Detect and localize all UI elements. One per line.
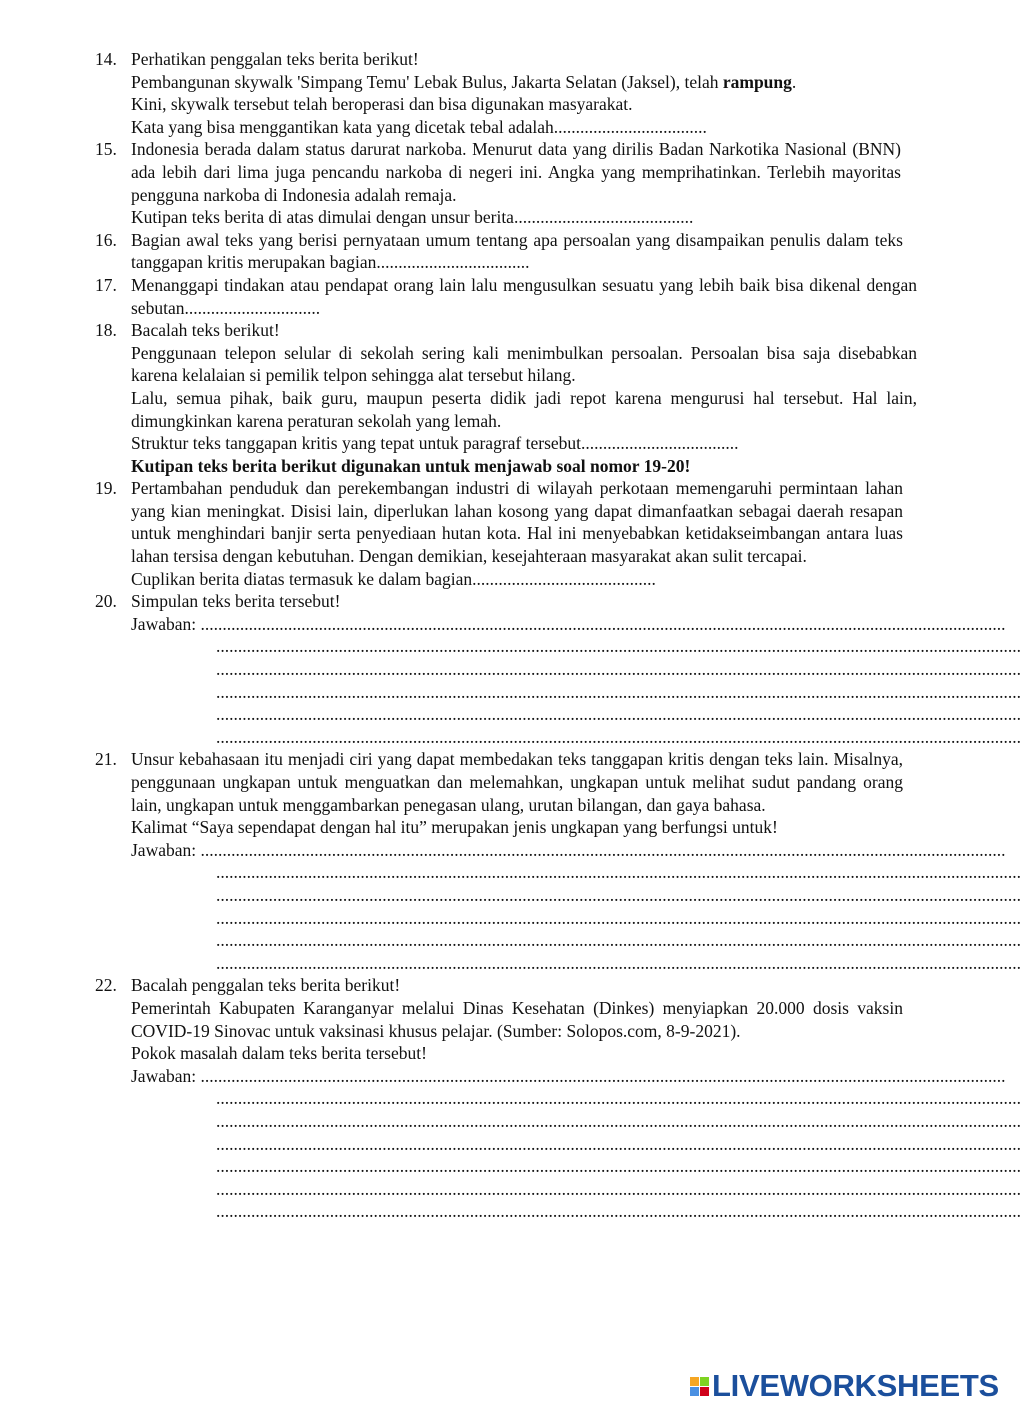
question-number: 19. <box>95 478 117 499</box>
question-text: Menanggapi tindakan atau pendapat orang lain lalu mengusulkan sesuatu yang lebih baik bisa dikenal dengan sebutan............................... <box>131 274 917 318</box>
answer-label: Jawaban: <box>131 1065 201 1086</box>
question-number: 18. <box>95 320 117 341</box>
section-note: Kutipan teks berita berikut digunakan untuk menjawab soal nomor 19-20! <box>131 455 691 476</box>
question-18 <box>95 319 917 455</box>
answer-line[interactable]: ........................................................................................................................................................................................ <box>216 681 1021 702</box>
news-excerpt-line: Kini, skywalk tersebut telah beroperasi dan bisa digunakan masyarakat. <box>131 94 633 115</box>
answer-line[interactable]: ........................................................................................................................................................................................ <box>216 726 1021 747</box>
logo-text: LIVEWORKSHEETS <box>712 1368 999 1403</box>
answer-line[interactable]: ........................................................................................................................................................................................ <box>216 862 1021 883</box>
question-20 <box>95 590 1021 748</box>
answer-line[interactable]: ........................................................................................................................................................................................ <box>216 952 1021 973</box>
liveworksheets-icon <box>690 1377 709 1396</box>
answer-line[interactable]: ........................................................................................................................................................................................ <box>216 659 1021 680</box>
question-paragraph: Penggunaan telepon selular di sekolah sering kali menimbulkan persoalan. Persoalan bisa saja disebabkan karena kelalaian si pemilik telpon sehingga alat tersebut hilang. <box>131 342 917 386</box>
question-17 <box>95 274 917 319</box>
answer-field[interactable] <box>131 839 1006 862</box>
question-22 <box>95 974 1021 1223</box>
question-text: Pemerintah Kabupaten Karanganyar melalui Dinas Kesehatan (Dinkes) menyiapkan 20.000 dosis vaksin COVID-19 Sinovac untuk vaksinasi khusus pelajar. (Sumber: Solopos.com, 8-9-2021). <box>131 997 903 1041</box>
answer-line[interactable]: ........................................................................................................................................................................................ <box>216 1156 1021 1177</box>
question-prompt: Cuplikan berita diatas termasuk ke dalam bagian.......................................... <box>131 568 656 589</box>
question-paragraph: Lalu, semua pihak, baik guru, maupun peserta didik jadi repot karena mengurusi hal tersebut. Hal lain, dimungkinkan karena peraturan sekolah yang lemah. <box>131 387 917 431</box>
answer-line[interactable]: ........................................................................................................................................................................................ <box>216 884 1021 905</box>
question-number: 17. <box>95 274 117 295</box>
answer-line[interactable]: ........................................................................................................................................................................................ <box>216 1133 1021 1154</box>
news-excerpt-line <box>131 71 917 94</box>
question-text: Indonesia berada dalam status darurat narkoba. Menurut data yang dirilis Badan Narkotika Nasional (BNN) ada lebih dari lima juga pencandu narkoba di negeri ini. Angka yang memprihatinkan. Terlebih mayoritas pengguna narkoba di Indonesia adalah remaja. <box>131 139 901 205</box>
liveworksheets-logo <box>690 1368 999 1403</box>
answer-line[interactable]: ........................................................................................................................................................................................ <box>216 1110 1021 1131</box>
answer-dots: ........................................................................................................................................................................................ <box>200 1065 1006 1086</box>
question-16 <box>95 229 917 274</box>
excerpt-text: Pembangunan skywalk 'Simpang Temu' Lebak Bulus, Jakarta Selatan (Jaksel), telah <box>131 71 723 92</box>
answer-label: Jawaban: <box>131 839 201 860</box>
answer-label: Jawaban: <box>131 613 201 634</box>
question-21 <box>95 748 1021 974</box>
answer-line[interactable]: ........................................................................................................................................................................................ <box>216 907 1021 928</box>
question-number: 20. <box>95 591 117 612</box>
question-instruction: Simpulan teks berita tersebut! <box>131 591 341 612</box>
question-15 <box>95 138 917 228</box>
question-text: Pertambahan penduduk dan perekembangan industri di wilayah perkotaan memengaruhi permintaan lahan yang kian meningkat. Disisi lain, diperlukan lahan kosong yang dapat dimanfaatkan sebagai daerah resapan untuk menghindari banjir serta penyediaan hutan kota. Hal ini menyebabkan ketidakseimbangan antara luas lahan tersisa dengan kebutuhan. Dengan demikian, kesejahteraan masyarakat akan sulit tercapai. <box>131 478 903 567</box>
question-prompt: Pokok masalah dalam teks berita tersebut! <box>131 1043 427 1064</box>
worksheet <box>95 48 1021 1223</box>
question-text: Unsur kebahasaan itu menjadi ciri yang dapat membedakan teks tanggapan kritis dengan teks lain. Misalnya, penggunaan ungkapan untuk menguatkan dan melemahkan, ungkapan untuk melihat sudut pandang orang lain, ungkapan untuk menggambarkan penegasan ulang, urutan bilangan, dan gaya bahasa. <box>131 749 903 815</box>
question-number: 16. <box>95 229 117 250</box>
answer-dots: ........................................................................................................................................................................................ <box>200 613 1006 634</box>
question-14 <box>95 48 917 138</box>
bold-word: rampung <box>722 71 792 92</box>
question-number: 22. <box>95 975 117 996</box>
answer-dots: ........................................................................................................................................................................................ <box>200 839 1006 860</box>
question-prompt: Kalimat “Saya sependapat dengan hal itu” merupakan jenis ungkapan yang berfungsi untuk! <box>131 817 778 838</box>
question-text: Bagian awal teks yang berisi pernyataan umum tentang apa persoalan yang disampaikan penulis dalam teks tanggapan kritis merupakan bagian................................... <box>131 229 903 273</box>
question-prompt: Kutipan teks berita di atas dimulai dengan unsur berita......................................... <box>131 207 694 228</box>
question-19 <box>95 477 917 590</box>
question-number: 21. <box>95 749 117 770</box>
question-instruction: Perhatikan penggalan teks berita berikut! <box>131 49 419 69</box>
question-instruction: Bacalah teks berikut! <box>131 320 280 341</box>
question-instruction: Bacalah penggalan teks berita berikut! <box>131 975 401 996</box>
answer-line[interactable]: ........................................................................................................................................................................................ <box>216 1178 1021 1199</box>
question-prompt: Struktur teks tanggapan kritis yang tepat untuk paragraf tersebut.................................... <box>131 433 739 454</box>
answer-line[interactable]: ........................................................................................................................................................................................ <box>216 930 1021 951</box>
answer-line[interactable]: ........................................................................................................................................................................................ <box>216 1201 1021 1222</box>
answer-line[interactable]: ........................................................................................................................................................................................ <box>216 636 1021 657</box>
answer-field[interactable] <box>131 613 1006 636</box>
question-number: 15. <box>95 139 117 160</box>
answer-line[interactable]: ........................................................................................................................................................................................ <box>216 1088 1021 1109</box>
excerpt-text: . <box>791 71 797 92</box>
question-prompt: Kata yang bisa menggantikan kata yang dicetak tebal adalah................................... <box>131 116 707 137</box>
answer-line[interactable]: ........................................................................................................................................................................................ <box>216 704 1021 725</box>
question-number: 14. <box>95 49 117 69</box>
answer-field[interactable] <box>131 1065 1006 1088</box>
